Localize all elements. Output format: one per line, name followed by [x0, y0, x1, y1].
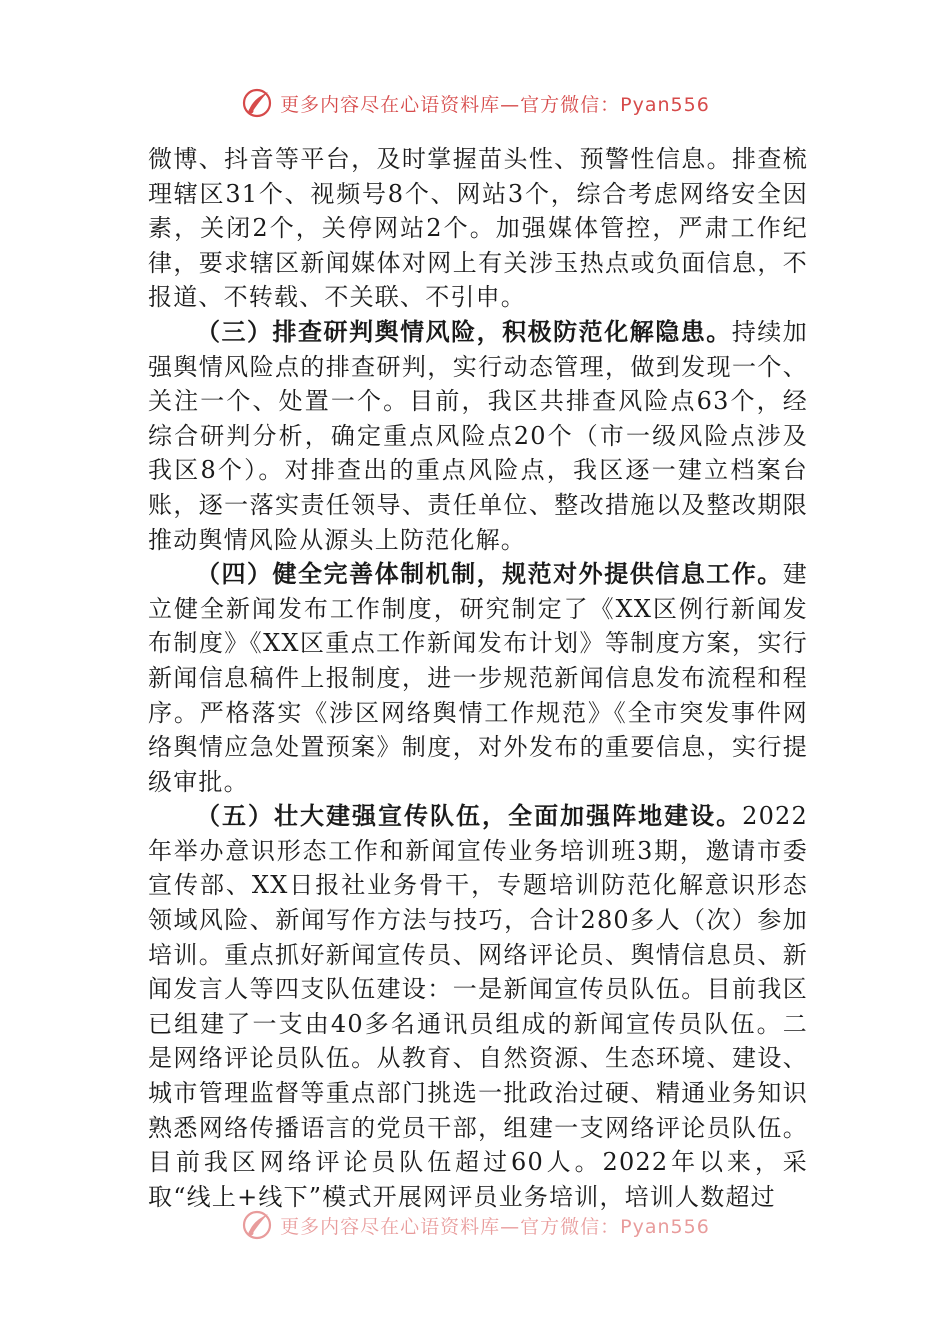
section-body-three: 持续加强舆情风险点的排查研判，实行动态管理，做到发现一个、关注一个、处置一个。目前，我区共排查风险点63个，经综合研判分析，确定重点风险点20个（市一级风险点涉及我区8个）。对排查出的重点风险点，我区逐一建立档案台账，逐一落实责任领导、责任单位、整改措施以及整改期限推动舆情风险从源头上防范化解。	[148, 317, 808, 554]
watermark-text: 更多内容尽在心语资料库—官方微信：Pyan556	[280, 1215, 710, 1238]
section-heading-three: （三）排查研判舆情风险，积极防范化解隐患。	[196, 316, 732, 346]
watermark-text: 更多内容尽在心语资料库—官方微信：Pyan556	[280, 93, 710, 116]
section-body-five: 2022年举办意识形态工作和新闻宣传业务培训班3期，邀请市委宣传部、XX日报社业务骨干，专题培训防范化解意识形态领域风险、新闻写作方法与技巧，合计280多人（次）参加培训。重点抓好新闻宣传员、网络评论员、舆情信息员、新闻发言人等四支队伍建设：一是新闻宣传员队伍。目前我区已组建了一支由40多名通讯员组成的新闻宣传员队伍。二是网络评论员队伍。从教育、自然资源、生态环境、建设、城市管理监督等重点部门挑选一批政治过硬、精通业务知识熟悉网络传播语言的党员干部，组建一支网络评论员队伍。目前我区网络评论员队伍超过60人。2022年以来，采取“线上+线下”模式开展网评员业务培训，培训人数超过	[148, 802, 808, 1211]
header-watermark	[0, 86, 950, 120]
paragraph-section-four	[148, 557, 808, 799]
brush-logo-icon	[240, 1208, 274, 1242]
brush-logo-icon	[240, 86, 274, 120]
section-body-four: 建立健全新闻发布工作制度，研究制定了《XX区例行新闻发布制度》《XX区重点工作新闻发布计划》等制度方案，实行新闻信息稿件上报制度，进一步规范新闻信息发布流程和程序。严格落实《涉区网络舆情工作规范》《全市突发事件网络舆情应急处置预案》制度，对外发布的重要信息，实行提级审批。	[148, 560, 808, 796]
section-heading-four: （四）健全完善体制机制，规范对外提供信息工作。	[196, 559, 783, 589]
paragraph-section-five	[148, 799, 808, 1214]
paragraph-section-three	[148, 315, 808, 557]
footer-watermark	[0, 1208, 950, 1242]
paragraph-continued: 微博、抖音等平台，及时掌握苗头性、预警性信息。排查梳理辖区31个、视频号8个、网站3个，综合考虑网络安全因素，关闭2个，关停网站2个。加强媒体管控，严肃工作纪律，要求辖区新闻媒体对网上有关涉玉热点或负面信息，不报道、不转载、不关联、不引申。	[148, 145, 808, 312]
section-heading-five: （五）壮大建强宣传队伍，全面加强阵地建设。	[196, 801, 743, 831]
document-body	[148, 142, 808, 1214]
